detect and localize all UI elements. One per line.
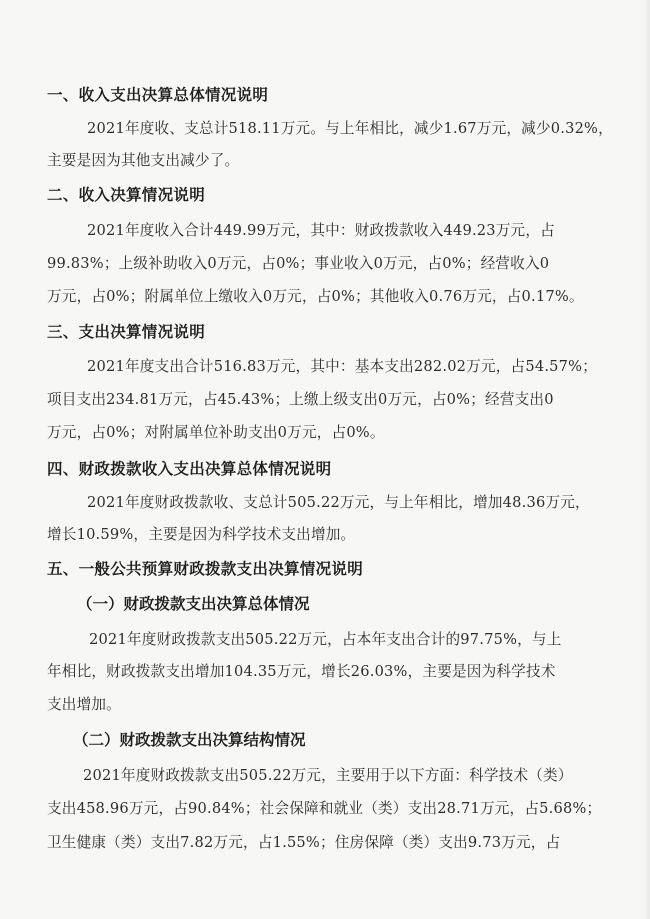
section-4-line-2: 增长10.59%，主要是因为科学技术支出增加。 [47,526,356,543]
section-1-line-2: 主要是因为其他支出减少了。 [47,152,240,169]
section-5-sub-1-line-3: 支出增加。 [47,696,121,713]
scan-edge-shadow [644,0,650,919]
section-2-line-3: 万元，占0%；附属单位上缴收入0万元，占0%；其他收入0.76万元，占0.17%。 [47,288,584,305]
section-3-line-3: 万元，占0%；对附属单位补助支出0万元，占0%。 [47,424,385,441]
section-5-sub-2-line-3: 卫生健康（类）支出7.82万元，占1.55%；住房保障（类）支出9.73万元，占 [47,834,561,851]
section-1-heading: 一、收入支出决算总体情况说明 [47,86,269,104]
section-5-sub-2-line-2: 支出458.96万元，占90.84%；社会保障和就业（类）支出28.71万元，占5.68%； [47,800,602,817]
section-2-line-2: 99.83%；上级补助收入0万元，占0%；事业收入0万元，占0%；经营收入0 [47,255,550,272]
section-5-sub-1-line-1: 2021年度财政拨款支出505.22万元，占本年支出合计的97.75%，与上 [89,631,562,648]
section-5-heading: 五、一般公共预算财政拨款支出决算情况说明 [47,560,364,578]
section-5-sub-1-line-2: 年相比，财政拨款支出增加104.35万元，增长26.03%，主要是因为科学技术 [47,663,556,680]
section-3-line-1: 2021年度支出合计516.83万元，其中：基本支出282.02万元，占54.57%； [87,358,597,375]
section-2-heading: 二、收入决算情况说明 [47,186,206,204]
section-2-line-1: 2021年度收入合计449.99万元，其中：财政拨款收入449.23万元，占 [87,222,555,239]
section-5-sub-1-heading: （一）财政拨款支出决算总体情况 [77,595,310,613]
section-3-line-2: 项目支出234.81万元，占45.43%；上缴上级支出0万元，占0%；经营支出0 [47,391,554,408]
section-1-line-1: 2021年度收、支总计518.11万元。与上年相比，减少1.67万元，减少0.32%， [87,120,613,137]
section-4-line-1: 2021年度财政拨款收、支总计505.22万元，与上年相比，增加48.36万元， [87,494,590,511]
section-4-heading: 四、财政拨款收入支出决算总体情况说明 [47,460,332,478]
section-3-heading: 三、支出决算情况说明 [47,323,206,341]
section-5-sub-2-heading: （二）财政拨款支出决算结构情况 [73,731,306,749]
section-5-sub-2-line-1: 2021年度财政拨款支出505.22万元，主要用于以下方面：科学技术（类） [83,767,573,784]
